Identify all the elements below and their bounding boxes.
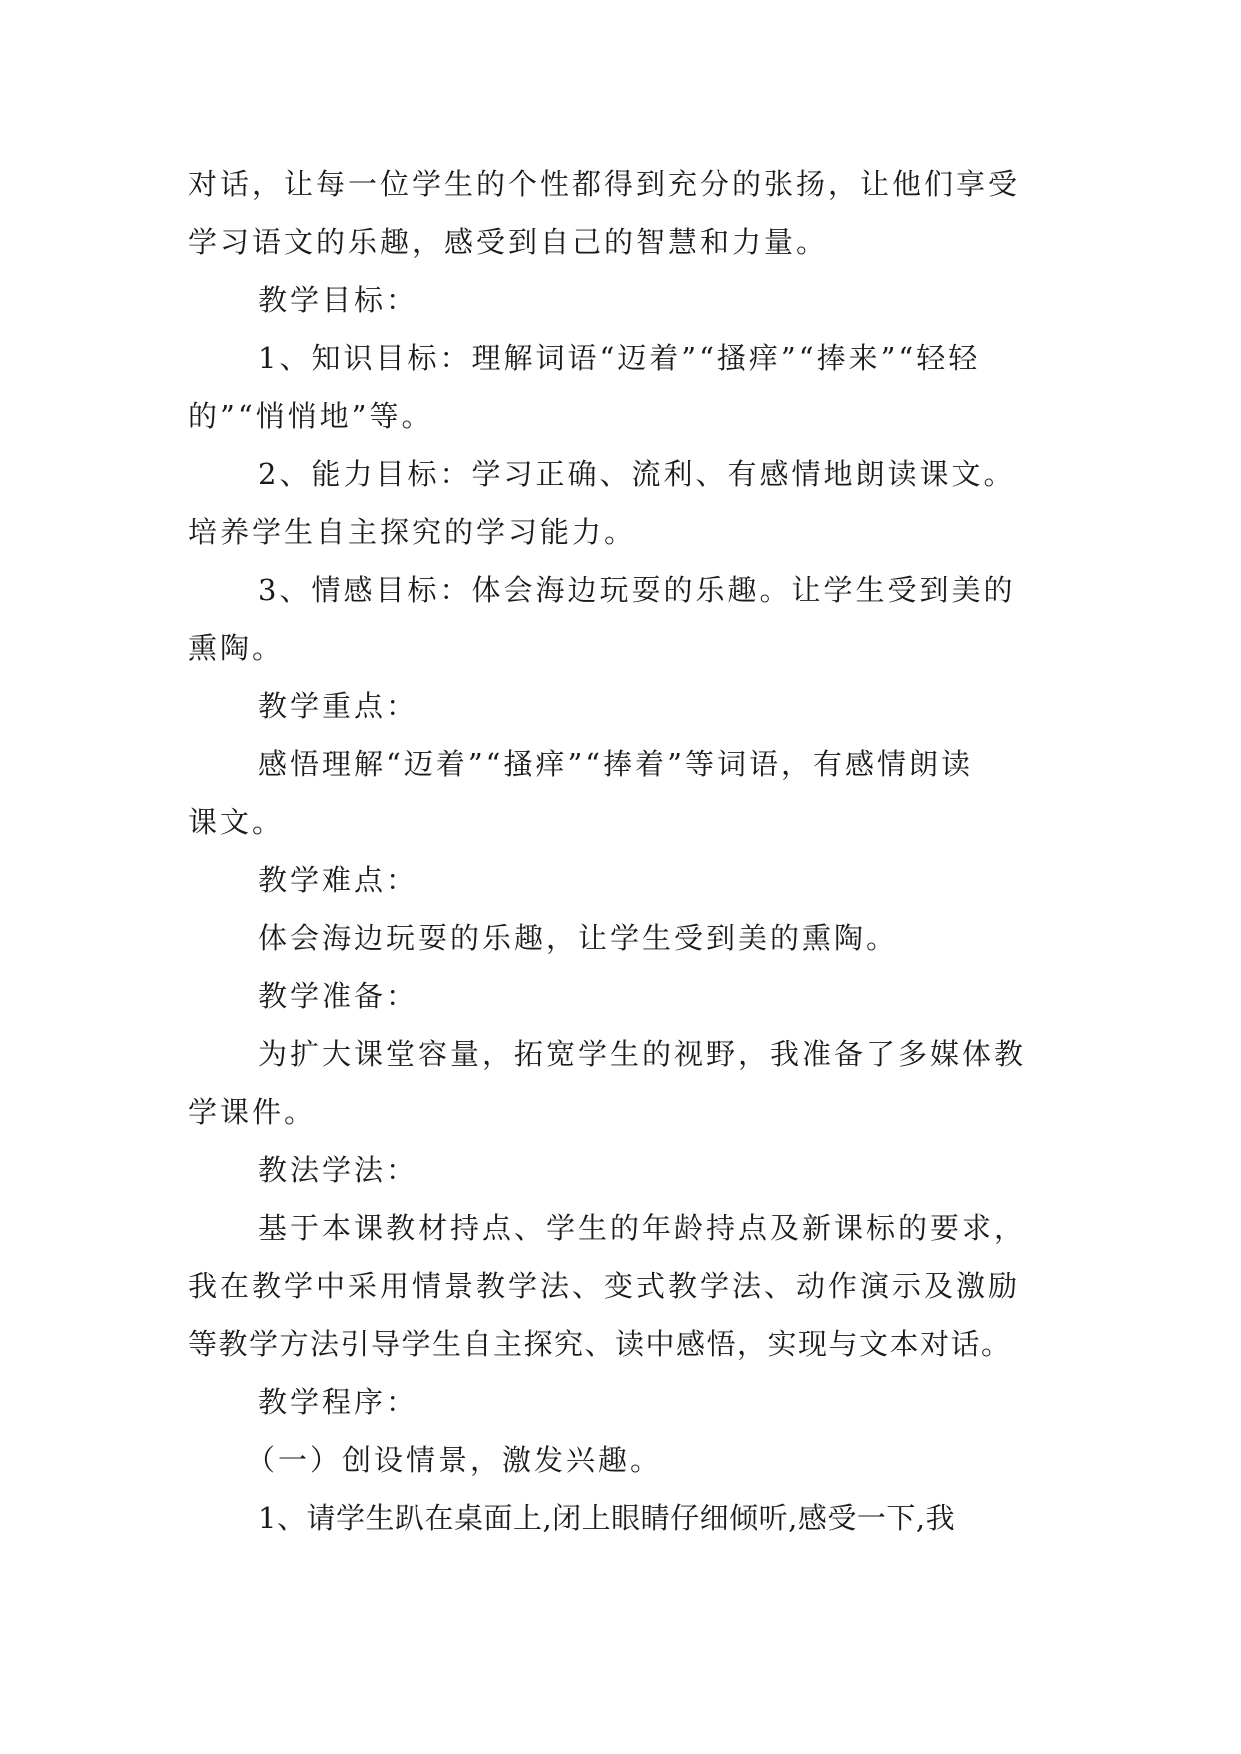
section-heading: 教学准备：	[258, 979, 419, 1013]
text-line: 课文。	[188, 805, 285, 839]
text-line: （一）创设情景，激发兴趣。	[246, 1443, 663, 1477]
text-line: 体会海边玩耍的乐趣，让学生受到美的熏陶。	[258, 921, 899, 955]
document-body	[188, 155, 1056, 1547]
section-heading: 教学目标：	[258, 283, 419, 317]
text-line: 熏陶。	[188, 631, 285, 665]
text-line: 的”“悄悄地”等。	[188, 399, 434, 433]
text-line: 2、能力目标：学习正确、流利、有感情地朗读课文。	[258, 457, 1016, 491]
text-line: 等教学方法引导学生自主探究、读中感悟，实现与文本对话。	[188, 1327, 1012, 1361]
text-line: 对话，让每一位学生的个性都得到充分的张扬，让他们享受	[188, 167, 1021, 201]
text-line: 学课件。	[188, 1095, 317, 1129]
section-heading: 教学重点：	[258, 689, 419, 723]
text-line: 3、情感目标：体会海边玩耍的乐趣。让学生受到美的	[258, 573, 1016, 607]
section-heading: 教学程序：	[258, 1385, 419, 1419]
text-line: 1、请学生趴在桌面上,闭上眼睛仔细倾听,感受一下,我	[258, 1501, 956, 1535]
text-line: 感悟理解“迈着”“搔痒”“捧着”等词语，有感情朗读	[258, 747, 973, 781]
text-line: 培养学生自主探究的学习能力。	[188, 515, 637, 549]
section-heading: 教学难点：	[258, 863, 419, 897]
section-heading: 教法学法：	[258, 1153, 419, 1187]
text-line: 1、知识目标：理解词语“迈着”“搔痒”“捧来”“轻轻	[258, 341, 981, 375]
text-line: 基于本课教材持点、学生的年龄持点及新课标的要求，	[258, 1211, 1027, 1245]
text-line: 我在教学中采用情景教学法、变式教学法、动作演示及激励	[188, 1269, 1021, 1303]
text-line: 为扩大课堂容量，拓宽学生的视野，我准备了多媒体教	[258, 1037, 1027, 1071]
text-line: 学习语文的乐趣，感受到自己的智慧和力量。	[188, 225, 829, 259]
